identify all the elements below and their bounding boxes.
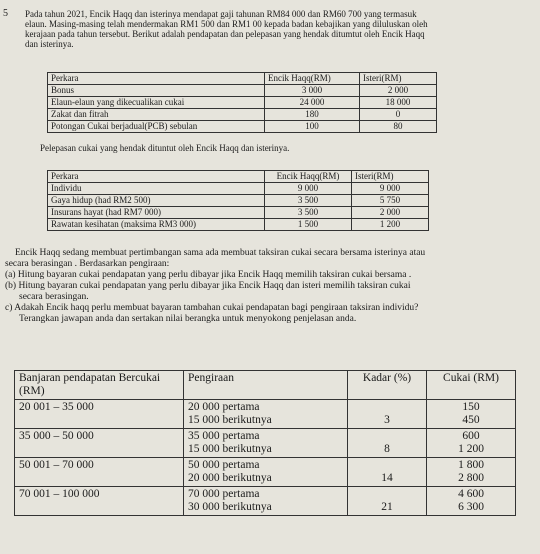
- column-header: Cukai (RM): [427, 371, 516, 400]
- income-table: [47, 72, 437, 133]
- table-cell: 1 500: [265, 219, 352, 231]
- table-cell: Zakat dan fitrah: [48, 109, 265, 121]
- tax-amount: [427, 458, 516, 487]
- table-cell: 2 000: [352, 207, 429, 219]
- calc-line: 15 000 berikutnya: [188, 414, 272, 426]
- tax-rate: 14: [348, 458, 427, 487]
- table-row: [48, 219, 429, 231]
- table-cell: Insurans hayat (had RM7 000): [48, 207, 265, 219]
- question-b: (b) Hitung bayaran cukai pendapatan yang perlu dibayar jika Encik Haqq dan isteri memilih taksiran cukai: [5, 281, 411, 291]
- column-header: Kadar (%): [348, 371, 427, 400]
- column-header: Encik Haqq(RM): [265, 171, 352, 183]
- table-row: [15, 400, 516, 429]
- table-cell: 3 500: [265, 207, 352, 219]
- tax-line: 1 200: [458, 443, 484, 455]
- question-a: (a) Hitung bayaran cukai pendapatan yang perlu dibayar jika Encik Haqq memilih taksiran cukai bersama .: [5, 270, 412, 280]
- intro-paragraph: [25, 9, 533, 49]
- column-header: Perkara: [48, 171, 265, 183]
- question-c: c) Adakah Encik haqq perlu membuat bayaran tambahan cukai pendapatan bagi pengiraan taksiran individu?: [5, 303, 419, 313]
- table-header-row: [48, 73, 437, 85]
- table-row: [48, 195, 429, 207]
- table-cell: Elaun-elaun yang dikecualikan cukai: [48, 97, 265, 109]
- table-cell: 180: [265, 109, 360, 121]
- question-intro: Encik Haqq sedang membuat pertimbangan sama ada membuat taksiran cukai secara bersama isterinya atau: [15, 248, 426, 258]
- questions-block: [5, 248, 537, 325]
- tax-rate: 3: [348, 400, 427, 429]
- income-range: 70 001 – 100 000: [15, 487, 184, 516]
- income-range: 50 001 – 70 000: [15, 458, 184, 487]
- tax-rate: 8: [348, 429, 427, 458]
- tax-line: 450: [462, 414, 480, 426]
- column-header: Isteri(RM): [360, 73, 437, 85]
- table-row: [48, 121, 437, 133]
- table-cell: 3 000: [265, 85, 360, 97]
- table-cell: Bonus: [48, 85, 265, 97]
- table-cell: 2 000: [360, 85, 437, 97]
- table-cell: 24 000: [265, 97, 360, 109]
- calc-line: 30 000 berikutnya: [188, 501, 272, 513]
- tax-amount: [427, 429, 516, 458]
- table-cell: 3 500: [265, 195, 352, 207]
- column-header: Isteri(RM): [352, 171, 429, 183]
- tax-amount: [427, 400, 516, 429]
- column-header: Banjaran pendapatan Bercukai (RM): [15, 371, 184, 400]
- column-header: Perkara: [48, 73, 265, 85]
- question-number: 5: [3, 8, 8, 19]
- tax-line: 4 600: [458, 488, 484, 500]
- tax-line: 2 800: [458, 472, 484, 484]
- table-cell: 0: [360, 109, 437, 121]
- tax-amount: [427, 487, 516, 516]
- table-row: [15, 458, 516, 487]
- table-row: [48, 183, 429, 195]
- column-header: Pengiraan: [184, 371, 348, 400]
- table-cell: 5 750: [352, 195, 429, 207]
- relief-caption: Pelepasan cukai yang hendak dituntut oleh Encik Haqq dan isterinya.: [40, 143, 290, 153]
- calculation: [184, 400, 348, 429]
- table-cell: Potongan Cukai berjadual(PCB) sebulan: [48, 121, 265, 133]
- tax-line: 1 800: [458, 459, 484, 471]
- calc-line: 50 000 pertama: [188, 459, 260, 471]
- income-range: 20 001 – 35 000: [15, 400, 184, 429]
- question-c-cont: Terangkan jawapan anda dan sertakan nilai berangka untuk menyokong penjelasan anda.: [19, 314, 357, 324]
- calc-line: 20 000 pertama: [188, 401, 260, 413]
- table-cell: 18 000: [360, 97, 437, 109]
- intro-line: kerajaan pada tahun tersebut. Berikut adalah pendapatan dan pelepasan yang hendak ditumtut oleh Encik Haqq: [25, 29, 425, 39]
- table-row: [15, 487, 516, 516]
- income-range: 35 000 – 50 000: [15, 429, 184, 458]
- calculation: [184, 487, 348, 516]
- table-header-row: [48, 171, 429, 183]
- calculation: [184, 429, 348, 458]
- calc-line: 35 000 pertama: [188, 430, 260, 442]
- calc-line: 70 000 pertama: [188, 488, 260, 500]
- table-cell: 1 200: [352, 219, 429, 231]
- table-row: [48, 85, 437, 97]
- calc-line: 15 000 berikutnya: [188, 443, 272, 455]
- table-row: [15, 429, 516, 458]
- intro-line: dan isterinya.: [25, 39, 74, 49]
- table-row: [48, 97, 437, 109]
- intro-line: Pada tahun 2021, Encik Haqq dan isterinya mendapat gaji tahunan RM84 000 dan RM60 700 yang termasuk: [25, 9, 417, 19]
- question-b-cont: secara berasingan.: [19, 292, 89, 302]
- tax-rate: 21: [348, 487, 427, 516]
- question-intro: secara berasingan . Berdasarkan pengiraan:: [5, 259, 170, 269]
- table-cell: 100: [265, 121, 360, 133]
- tax-line: 600: [462, 430, 480, 442]
- tax-line: 6 300: [458, 501, 484, 513]
- tax-line: 150: [462, 401, 480, 413]
- table-cell: Gaya hidup (had RM2 500): [48, 195, 265, 207]
- table-row: [48, 207, 429, 219]
- intro-line: elaun. Masing-masing telah mendermakan RM1 500 dan RM1 00 kepada badan kebajikan yang diluluskan oleh: [25, 19, 428, 29]
- table-cell: 80: [360, 121, 437, 133]
- table-cell: Individu: [48, 183, 265, 195]
- calculation: [184, 458, 348, 487]
- table-header-row: [15, 371, 516, 400]
- column-header: Encik Haqq(RM): [265, 73, 360, 85]
- table-cell: 9 000: [352, 183, 429, 195]
- table-cell: 9 000: [265, 183, 352, 195]
- table-row: [48, 109, 437, 121]
- table-cell: Rawatan kesihatan (maksima RM3 000): [48, 219, 265, 231]
- calc-line: 20 000 berikutnya: [188, 472, 272, 484]
- tax-rate-table: [14, 370, 516, 516]
- relief-table: [47, 170, 429, 231]
